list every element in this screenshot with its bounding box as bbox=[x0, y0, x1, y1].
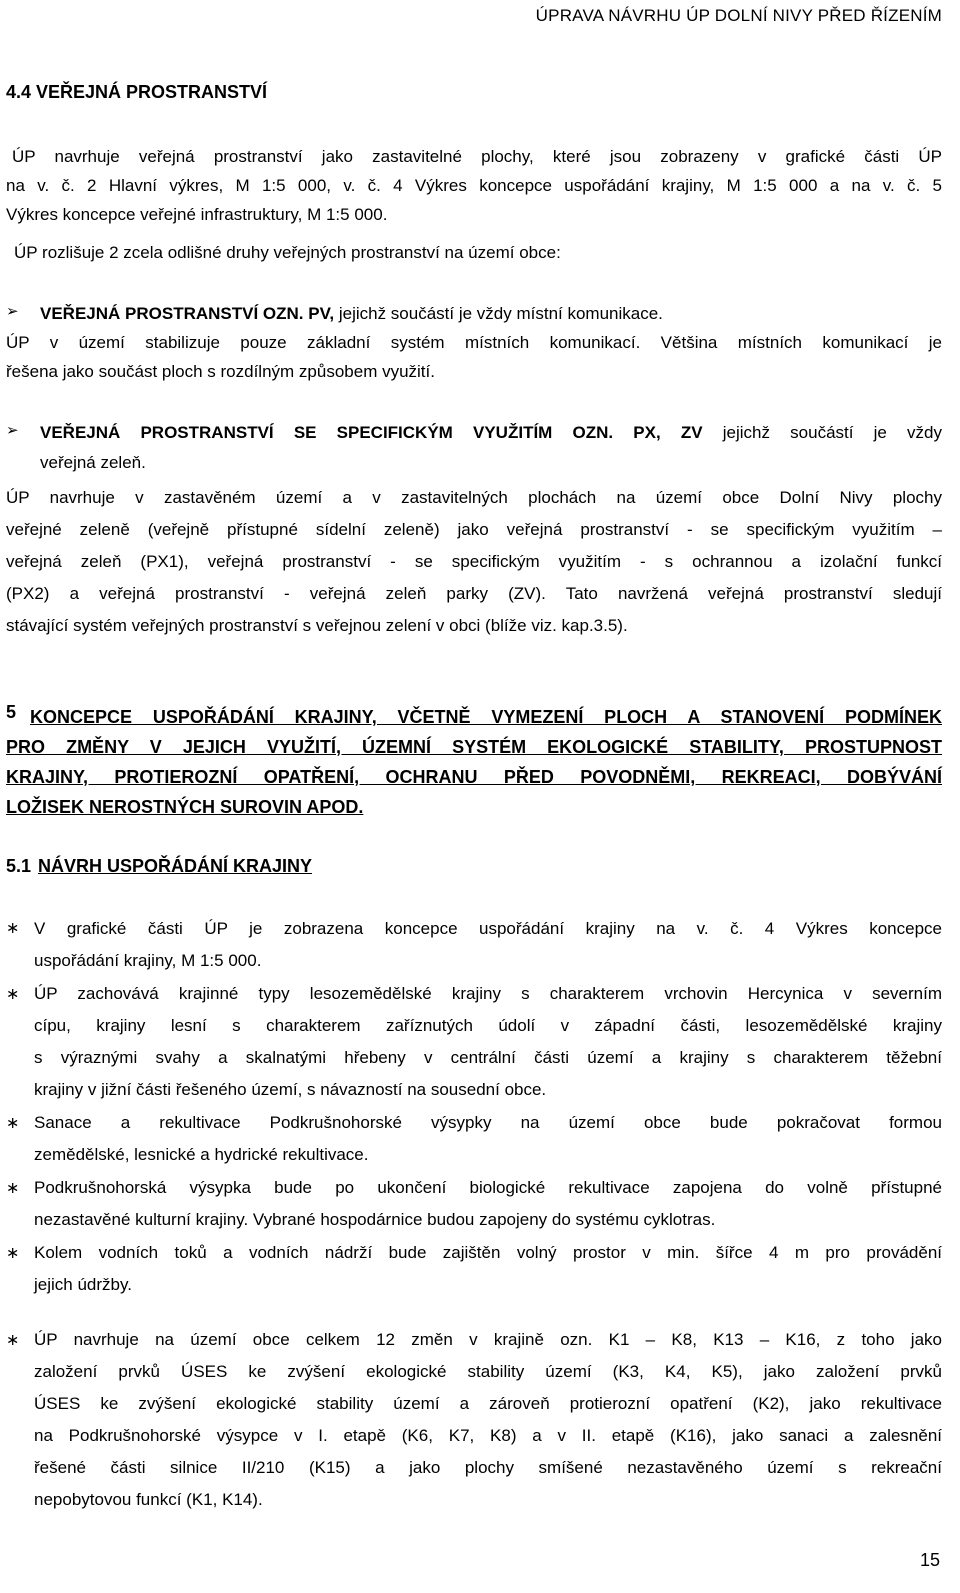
list-item-4-line-1: Podkrušnohorská výsypka bude po ukončení biologické rekultivace zapojena do volně přístupné bbox=[34, 1178, 942, 1197]
list-item-2-line-4: krajiny v jižní části řešeného území, s návazností na sousední obce. bbox=[34, 1080, 547, 1099]
intro-line-2: na v. č. 2 Hlavní výkres, M 1:5 000, v. č. 4 Výkres koncepce uspořádání krajiny, M 1:5 000 a na v. č. 5 bbox=[6, 176, 942, 195]
list-item-6-line-6: nepobytovou funkcí (K1, K14). bbox=[34, 1490, 263, 1509]
list-item-3-line-1: Sanace a rekultivace Podkrušnohorské výsypky na území obce bude pokračovat formou bbox=[34, 1113, 942, 1132]
arrow-bullet-icon: ➢ bbox=[6, 422, 19, 439]
list-item-4-line-2: nezastavěné kulturní krajiny. Vybrané hospodárnice budou zapojeny do systému cyklotras. bbox=[34, 1210, 716, 1229]
bullet-2-rest: jejichž součástí je vždy bbox=[702, 423, 942, 442]
bullet-2-rest-line-2: veřejná zeleň. bbox=[40, 453, 146, 472]
list-item-5-line-1: Kolem vodních toků a vodních nádrží bude zajištěn volný prostor v min. šířce 4 m pro provádění bbox=[34, 1243, 942, 1262]
list-item-6-line-3: ÚSES ke zvýšení ekologické stability území a zároveň protierozní opatření (K2), jako rekultivace bbox=[34, 1394, 942, 1413]
list-item-6-line-4: na Podkrušnohorské výsypce v I. etapě (K6, K7, K8) a v II. etapě (K16), jako sanaci a zalesnění bbox=[34, 1426, 942, 1445]
asterisk-bullet-icon: ∗ bbox=[6, 1115, 20, 1132]
section-5-1-number: 5.1 bbox=[6, 856, 32, 876]
section-5-1-title: NÁVRH USPOŘÁDÁNÍ KRAJINY bbox=[38, 856, 313, 876]
asterisk-bullet-icon: ∗ bbox=[6, 1245, 20, 1262]
bullet-1-rest: jejichž součástí je vždy místní komunikace. bbox=[334, 304, 663, 323]
bullet-1 bbox=[40, 299, 663, 328]
bullet-1-para-line-2: řešena jako součást ploch s rozdílným způsobem využití. bbox=[6, 362, 435, 381]
bullet-2-bold: VEŘEJNÁ PROSTRANSTVÍ SE SPECIFICKÝM VYUŽITÍM OZN. PX, ZV bbox=[40, 423, 703, 442]
bullet-2-para-line-1: ÚP navrhuje v zastavěném území a v zastavitelných plochách na území obce Dolní Nivy plochy bbox=[6, 488, 942, 507]
asterisk-bullet-icon: ∗ bbox=[6, 1332, 20, 1349]
asterisk-bullet-icon: ∗ bbox=[6, 986, 20, 1003]
list-item-5-line-2: jejich údržby. bbox=[34, 1275, 132, 1294]
section-5-number: 5 bbox=[6, 702, 17, 722]
list-item-2-line-1: ÚP zachovává krajinné typy lesozemědělské krajiny s charakterem vrchovin Hercynica v severním bbox=[34, 984, 942, 1003]
bullet-2-para-line-4: (PX2) a veřejná prostranství - veřejná zeleň parky (ZV). Tato navržená veřejná prostranství sledují bbox=[6, 584, 942, 603]
running-header: ÚPRAVA NÁVRHU ÚP DOLNÍ NIVY PŘED ŘÍZENÍM bbox=[535, 6, 942, 25]
intro-line-3: Výkres koncepce veřejné infrastruktury, M 1:5 000. bbox=[6, 205, 388, 224]
section-5-title-line-1: KONCEPCE USPOŘÁDÁNÍ KRAJINY, VČETNĚ VYMEZENÍ PLOCH A STANOVENÍ PODMÍNEK bbox=[30, 707, 942, 727]
bullet-2-para-line-5: stávající systém veřejných prostranství s veřejnou zelení v obci (blíže viz. kap.3.5). bbox=[6, 616, 628, 635]
bullet-2 bbox=[40, 418, 942, 447]
asterisk-bullet-icon: ∗ bbox=[6, 1180, 20, 1197]
page-number: 15 bbox=[919, 1550, 940, 1570]
bullet-2-para-line-2: veřejné zeleně (veřejně přístupné sídelní zeleně) jako veřejná prostranství - se specifickým využitím – bbox=[6, 520, 942, 539]
asterisk-bullet-icon: ∗ bbox=[6, 920, 20, 937]
section-5-title-line-4: LOŽISEK NEROSTNÝCH SUROVIN APOD. bbox=[6, 797, 364, 817]
list-item-1-line-2: uspořádání krajiny, M 1:5 000. bbox=[34, 951, 262, 970]
list-item-6-line-5: řešené části silnice II/210 (K15) a jako plochy smíšené nezastavěného území s rekreační bbox=[34, 1458, 942, 1477]
list-item-2-line-3: s výraznými svahy a skalnatými hřebeny v centrální části území a krajiny s charakterem těžební bbox=[34, 1048, 942, 1067]
bullet-1-para-line-1: ÚP v území stabilizuje pouze základní systém místních komunikací. Většina místních komunikací je bbox=[6, 333, 942, 352]
section-5-title-line-3: KRAJINY, PROTIEROZNÍ OPATŘENÍ, OCHRANU PŘED POVODNĚMI, REKREACI, DOBÝVÁNÍ bbox=[6, 767, 942, 787]
list-item-2-line-2: cípu, krajiny lesní s charakterem zaříznutých údolí v západní části, lesozemědělské krajiny bbox=[34, 1016, 942, 1035]
section-5-title-line-2: PRO ZMĚNY V JEJICH VYUŽITÍ, ÚZEMNÍ SYSTÉM EKOLOGICKÉ STABILITY, PROSTUPNOST bbox=[6, 737, 942, 757]
distinguish-line: ÚP rozlišuje 2 zcela odlišné druhy veřejných prostranství na území obce: bbox=[14, 243, 561, 262]
arrow-bullet-icon: ➢ bbox=[6, 303, 19, 320]
list-item-3-line-2: zemědělské, lesnické a hydrické rekultivace. bbox=[34, 1145, 369, 1164]
bullet-2-para-line-3: veřejná zeleň (PX1), veřejná prostranství - se specifickým využitím - s ochrannou a izolační funkcí bbox=[6, 552, 942, 571]
section-4-4-title: 4.4 VEŘEJNÁ PROSTRANSTVÍ bbox=[6, 82, 268, 102]
list-item-1-line-1: V grafické části ÚP je zobrazena koncepce uspořádání krajiny na v. č. 4 Výkres koncepce bbox=[34, 919, 942, 938]
list-item-6-line-2: založení prvků ÚSES ke zvýšení ekologické stability území (K3, K4, K5), jako založení prvků bbox=[34, 1362, 942, 1381]
bullet-1-bold: VEŘEJNÁ PROSTRANSTVÍ OZN. PV, bbox=[40, 304, 335, 323]
intro-line-1: ÚP navrhuje veřejná prostranství jako zastavitelné plochy, které jsou zobrazeny v grafické části ÚP bbox=[12, 147, 942, 166]
list-item-6-line-1: ÚP navrhuje na území obce celkem 12 změn v krajině ozn. K1 – K8, K13 – K16, z toho jako bbox=[34, 1330, 942, 1349]
